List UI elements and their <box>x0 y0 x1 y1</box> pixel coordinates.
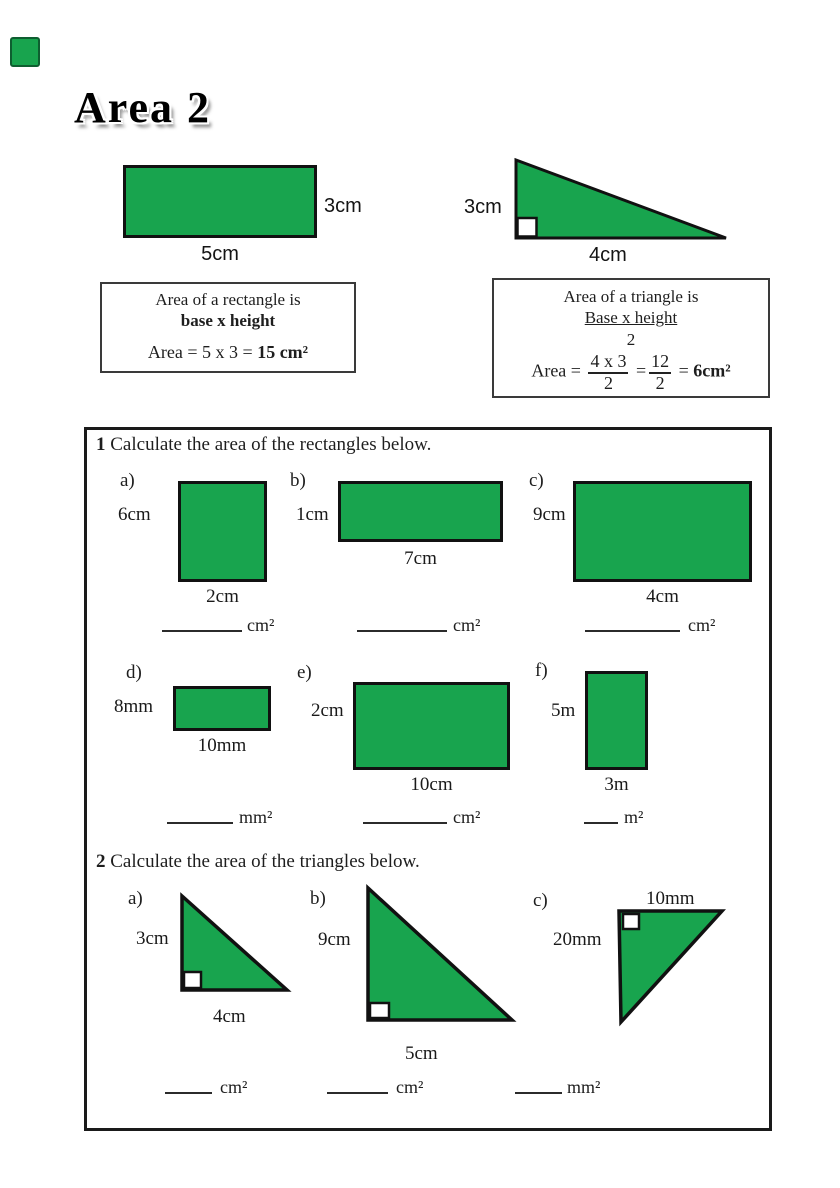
base-label-2a: 4cm <box>213 1006 246 1027</box>
base-label-1e: 10cm <box>410 774 453 795</box>
corner-green-square <box>10 37 40 67</box>
side-label-1a: 6cm <box>118 504 151 525</box>
tri-formula-result: 6cm² <box>693 360 731 381</box>
question-1-number: 1 <box>96 434 106 455</box>
unit-label-2c: mm² <box>567 1077 601 1097</box>
unit-label-2a: cm² <box>220 1077 248 1097</box>
rect-formula-prefix: Area = 5 x 3 = <box>147 341 258 362</box>
question-1-text: Calculate the area of the rectangles below. <box>110 434 432 455</box>
item-label-1b: b) <box>290 470 306 491</box>
answer-line-1c <box>585 630 680 632</box>
base-label-1b: 7cm <box>404 548 437 569</box>
item-label-1d: d) <box>126 662 142 683</box>
item-label-1e: e) <box>297 662 312 683</box>
item-label-1c: c) <box>529 470 544 491</box>
unit-label-1b: cm² <box>453 615 481 635</box>
item-label-2a: a) <box>128 888 143 909</box>
item-label-2b: b) <box>310 888 326 909</box>
right-angle-marker <box>623 914 639 929</box>
unit-label-1e: cm² <box>453 807 481 827</box>
side-label-2c: 20mm <box>553 929 602 950</box>
answer-line-1b <box>357 630 447 632</box>
rectangle-formula-box <box>100 282 356 373</box>
base-label-1c: 4cm <box>646 586 679 607</box>
tri-formula-denominator: 2 <box>626 329 636 349</box>
side-label-2a: 3cm <box>136 928 169 949</box>
fraction-1-num: 4 x 3 <box>588 352 628 374</box>
base-label-1d: 10mm <box>197 735 247 756</box>
rectangle-1b <box>338 481 503 542</box>
unit-label-2b: cm² <box>396 1077 424 1097</box>
side-label-1d: 8mm <box>114 696 154 717</box>
rectangle-1f <box>585 671 648 770</box>
base-label-2b: 5cm <box>405 1043 438 1064</box>
side-label-1b: 1cm <box>296 504 329 525</box>
rect-formula-worked <box>102 341 354 364</box>
equals-1: = <box>635 360 647 381</box>
tri-formula-prefix: Area = <box>531 360 586 381</box>
rectangle-1c <box>573 481 752 582</box>
rectangle-1a <box>178 481 267 582</box>
rect-formula-line2: base x height <box>180 311 276 331</box>
answer-line-1a <box>162 630 242 632</box>
triangle-2b <box>345 880 525 1030</box>
question-1-header <box>96 434 431 456</box>
base-label-1f: 3m <box>604 774 629 795</box>
answer-line-2c <box>515 1092 562 1094</box>
example-rectangle-height-label: 3cm <box>324 195 362 217</box>
fraction-2-den: 2 <box>655 372 665 393</box>
question-2-text: Calculate the area of the triangles below. <box>110 851 420 872</box>
answer-line-2a <box>165 1092 212 1094</box>
rect-formula-line1: Area of a rectangle is <box>155 290 301 309</box>
fraction-2 <box>649 352 671 393</box>
fraction-1 <box>588 352 628 393</box>
answer-line-1f <box>584 822 618 824</box>
answer-line-1d <box>167 822 233 824</box>
unit-label-1f: m² <box>624 807 644 827</box>
base-label-1a: 2cm <box>206 586 239 607</box>
question-2-header <box>96 851 420 873</box>
right-angle-marker <box>184 972 201 988</box>
unit-label-1c: cm² <box>688 615 716 635</box>
page-title: Area 2 <box>74 83 212 132</box>
base-label-2c: 10mm <box>646 888 695 909</box>
item-label-1f: f) <box>535 660 548 681</box>
example-triangle <box>500 150 740 246</box>
example-triangle-base-label: 4cm <box>589 244 627 266</box>
triangle-formula-box <box>492 278 770 398</box>
answer-line-2b <box>327 1092 388 1094</box>
side-label-2b: 9cm <box>318 929 351 950</box>
question-2-number: 2 <box>96 851 106 872</box>
tri-formula-numerator: Base x height <box>584 308 678 328</box>
item-label-2c: c) <box>533 890 548 911</box>
fraction-2-num: 12 <box>649 352 671 374</box>
example-rectangle <box>123 165 317 238</box>
triangle-2c <box>598 896 748 1036</box>
side-label-1f: 5m <box>551 700 576 721</box>
answer-line-1e <box>363 822 447 824</box>
fraction-1-den: 2 <box>603 372 613 393</box>
unit-label-1d: mm² <box>239 807 273 827</box>
rectangle-1d <box>173 686 271 731</box>
example-triangle-height-label: 3cm <box>464 196 502 218</box>
equals-2: = <box>678 360 689 381</box>
example-rectangle-base-label: 5cm <box>201 243 239 265</box>
rect-formula-result: 15 cm² <box>257 341 309 362</box>
tri-formula-worked <box>494 352 768 393</box>
rectangle-1e <box>353 682 510 770</box>
right-angle-marker <box>518 218 537 237</box>
unit-label-1a: cm² <box>247 615 275 635</box>
tri-formula-line1: Area of a triangle is <box>563 287 699 306</box>
triangle-2a <box>158 886 298 998</box>
item-label-1a: a) <box>120 470 135 491</box>
side-label-1c: 9cm <box>533 504 566 525</box>
side-label-1e: 2cm <box>311 700 344 721</box>
right-angle-marker <box>370 1003 389 1018</box>
